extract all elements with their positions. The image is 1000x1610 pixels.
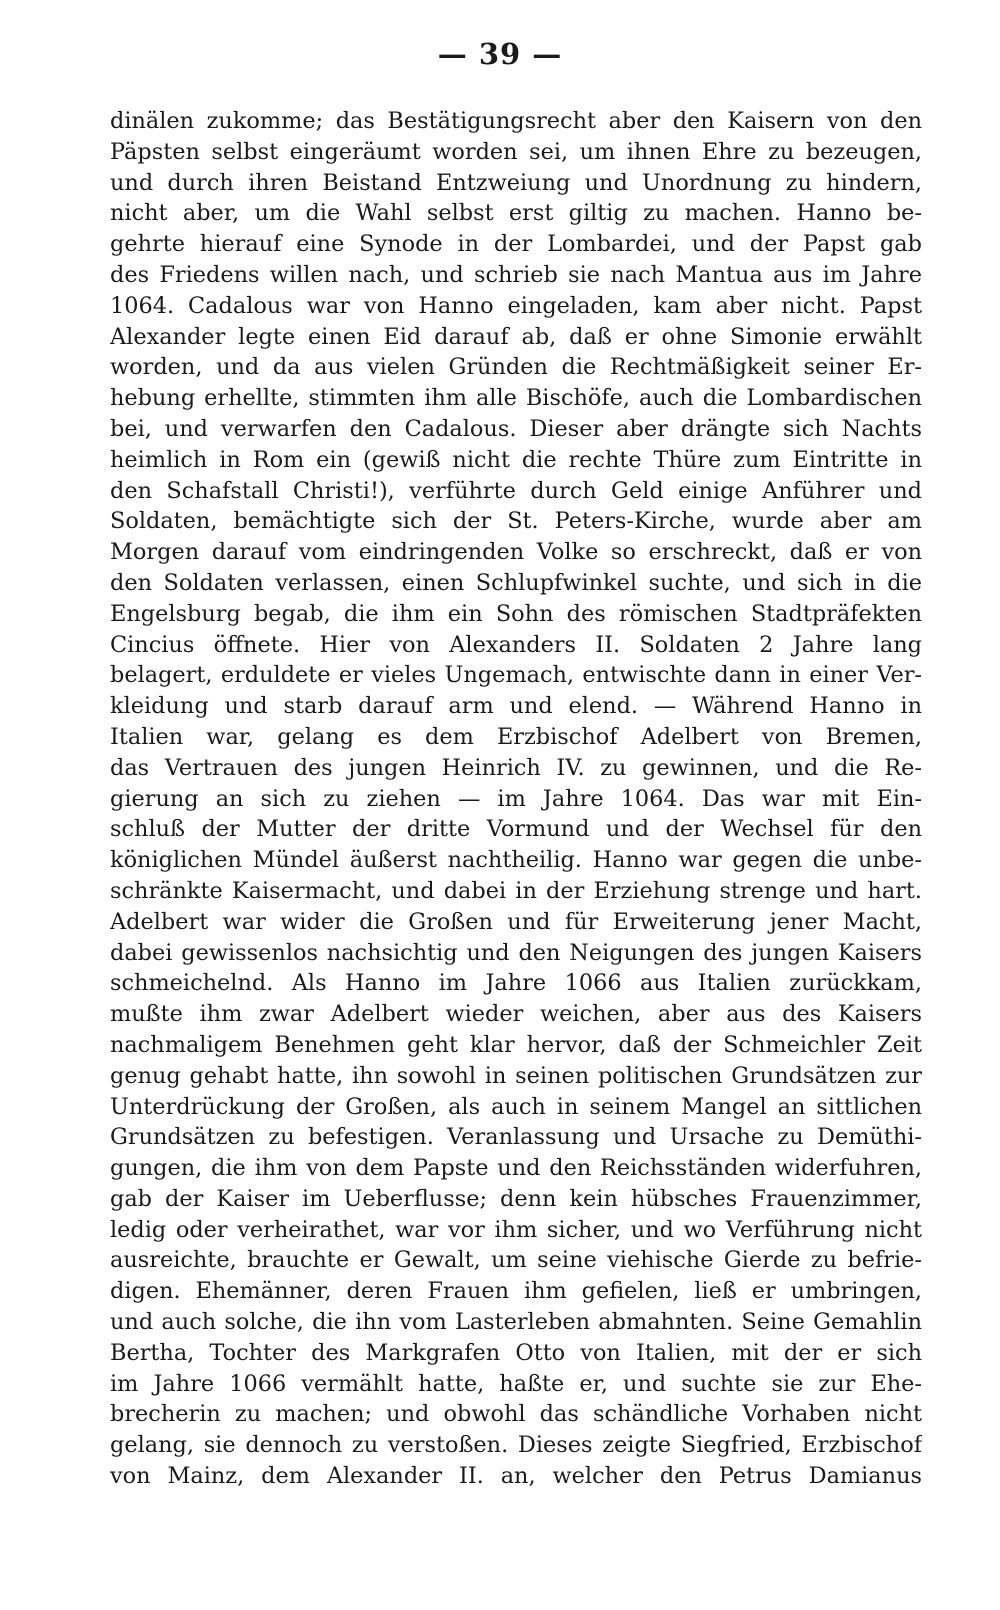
text-line: gungen, die ihm von dem Papste und den Reichsständen widerfuhren, [110,1155,922,1182]
text-line: nicht aber, um die Wahl selbst erst giltig zu machen. Hanno be- [110,200,922,227]
text-line: Päpsten selbst eingeräumt worden sei, um ihnen Ehre zu bezeugen, [110,138,922,165]
text-line: Engelsburg begab, die ihm ein Sohn des römischen Stadtpräfekten [110,600,922,627]
text-line: dabei gewissenlos nachsichtig und den Neigungen des jungen Kaisers [110,939,922,966]
text-line: kleidung und starb darauf arm und elend. — Während Hanno in [110,693,922,720]
text-line: heimlich in Rom ein (gewiß nicht die rechte Thüre zum Eintritte in [110,446,922,473]
text-line: Grundsätzen zu befestigen. Veranlassung und Ursache zu Demüthi- [110,1124,922,1151]
text-line: worden, und da aus vielen Gründen die Rechtmäßigkeit seiner Er- [110,354,922,381]
text-line: den Schafstall Christi!), verführte durch Geld einige Anführer und [110,477,922,504]
text-line: gehrte hierauf eine Synode in der Lombardei, und der Papst gab [110,231,922,258]
text-line: des Friedens willen nach, und schrieb sie nach Mantua aus im Jahre [110,261,922,288]
text-line: dinälen zukomme; das Bestätigungsrecht aber den Kaisern von den [110,108,922,134]
text-line: belagert, erduldete er vieles Ungemach, entwischte dann in einer Ver- [110,662,922,689]
text-line: hebung erhellte, stimmten ihm alle Bischöfe, auch die Lombardischen [110,385,922,412]
text-line: das Vertrauen des jungen Heinrich IV. zu gewinnen, und die Re- [110,754,922,781]
text-line: ledig oder verheirathet, war vor ihm sicher, und wo Verführung nicht [110,1216,922,1243]
text-line: genug gehabt hatte, ihn sowohl in seinen politischen Grundsätzen zur [110,1062,922,1089]
text-line: schluß der Mutter der dritte Vormund und der Wechsel für den [110,816,922,843]
text-line: ausreichte, brauchte er Gewalt, um seine viehische Gierde zu befrie- [110,1247,922,1274]
text-line: Alexander legte einen Eid darauf ab, daß er ohne Simonie erwählt [110,323,922,350]
text-line: nachmaligem Benehmen geht klar hervor, daß der Schmeichler Zeit [110,1031,922,1058]
text-line: gierung an sich zu ziehen — im Jahre 1064. Das war mit Ein- [110,785,922,812]
text-line: 1064. Cadalous war von Hanno eingeladen, kam aber nicht. Papst [110,292,922,319]
text-line: schmeichelnd. Als Hanno im Jahre 1066 aus Italien zurückkam, [110,970,922,997]
text-line: bei, und verwarfen den Cadalous. Dieser aber drängte sich Nachts [110,415,922,442]
text-line: Unterdrückung der Großen, als auch in seinem Mangel an sittlichen [110,1093,922,1120]
text-line: von Mainz, dem Alexander II. an, welcher den Petrus Damianus [110,1463,922,1490]
text-line: Cincius öffnete. Hier von Alexanders II. Soldaten 2 Jahre lang [110,631,922,658]
text-line: digen. Ehemänner, deren Frauen ihm gefielen, ließ er umbringen, [110,1278,922,1305]
text-line: Morgen darauf vom eindringenden Volke so erschreckt, daß er von [110,539,922,566]
text-line: Soldaten, bemächtigte sich der St. Peters-Kirche, wurde aber am [110,508,922,535]
body-text [110,106,922,1492]
text-line: im Jahre 1066 vermählt hatte, haßte er, und suchte sie zur Ehe- [110,1370,922,1397]
text-line: Italien war, gelang es dem Erzbischof Adelbert von Bremen, [110,723,922,750]
text-line: gab der Kaiser im Ueberflusse; denn kein hübsches Frauenzimmer, [110,1185,922,1212]
text-line: schränkte Kaisermacht, und dabei in der Erziehung strenge und hart. [110,877,922,904]
text-line: Adelbert war wider die Großen und für Erweiterung jener Macht, [110,908,922,935]
page-number: — 39 — [437,37,563,71]
text-line: mußte ihm zwar Adelbert wieder weichen, aber aus des Kaisers [110,1001,922,1028]
text-line: Bertha, Tochter des Markgrafen Otto von Italien, mit der er sich [110,1339,922,1366]
text-line: brecherin zu machen; und obwohl das schändliche Vorhaben nicht [110,1401,922,1428]
text-line: und auch solche, die ihn vom Lasterleben abmahnten. Seine Gemahlin [110,1309,922,1336]
text-line: königlichen Mündel äußerst nachtheilig. Hanno war gegen die unbe- [110,847,922,874]
text-line: gelang, sie dennoch zu verstoßen. Dieses zeigte Siegfried, Erzbischof [110,1432,922,1459]
text-line: den Soldaten verlassen, einen Schlupfwinkel suchte, und sich in die [110,569,922,596]
text-line: und durch ihren Beistand Entzweiung und Unordnung zu hindern, [110,169,922,196]
